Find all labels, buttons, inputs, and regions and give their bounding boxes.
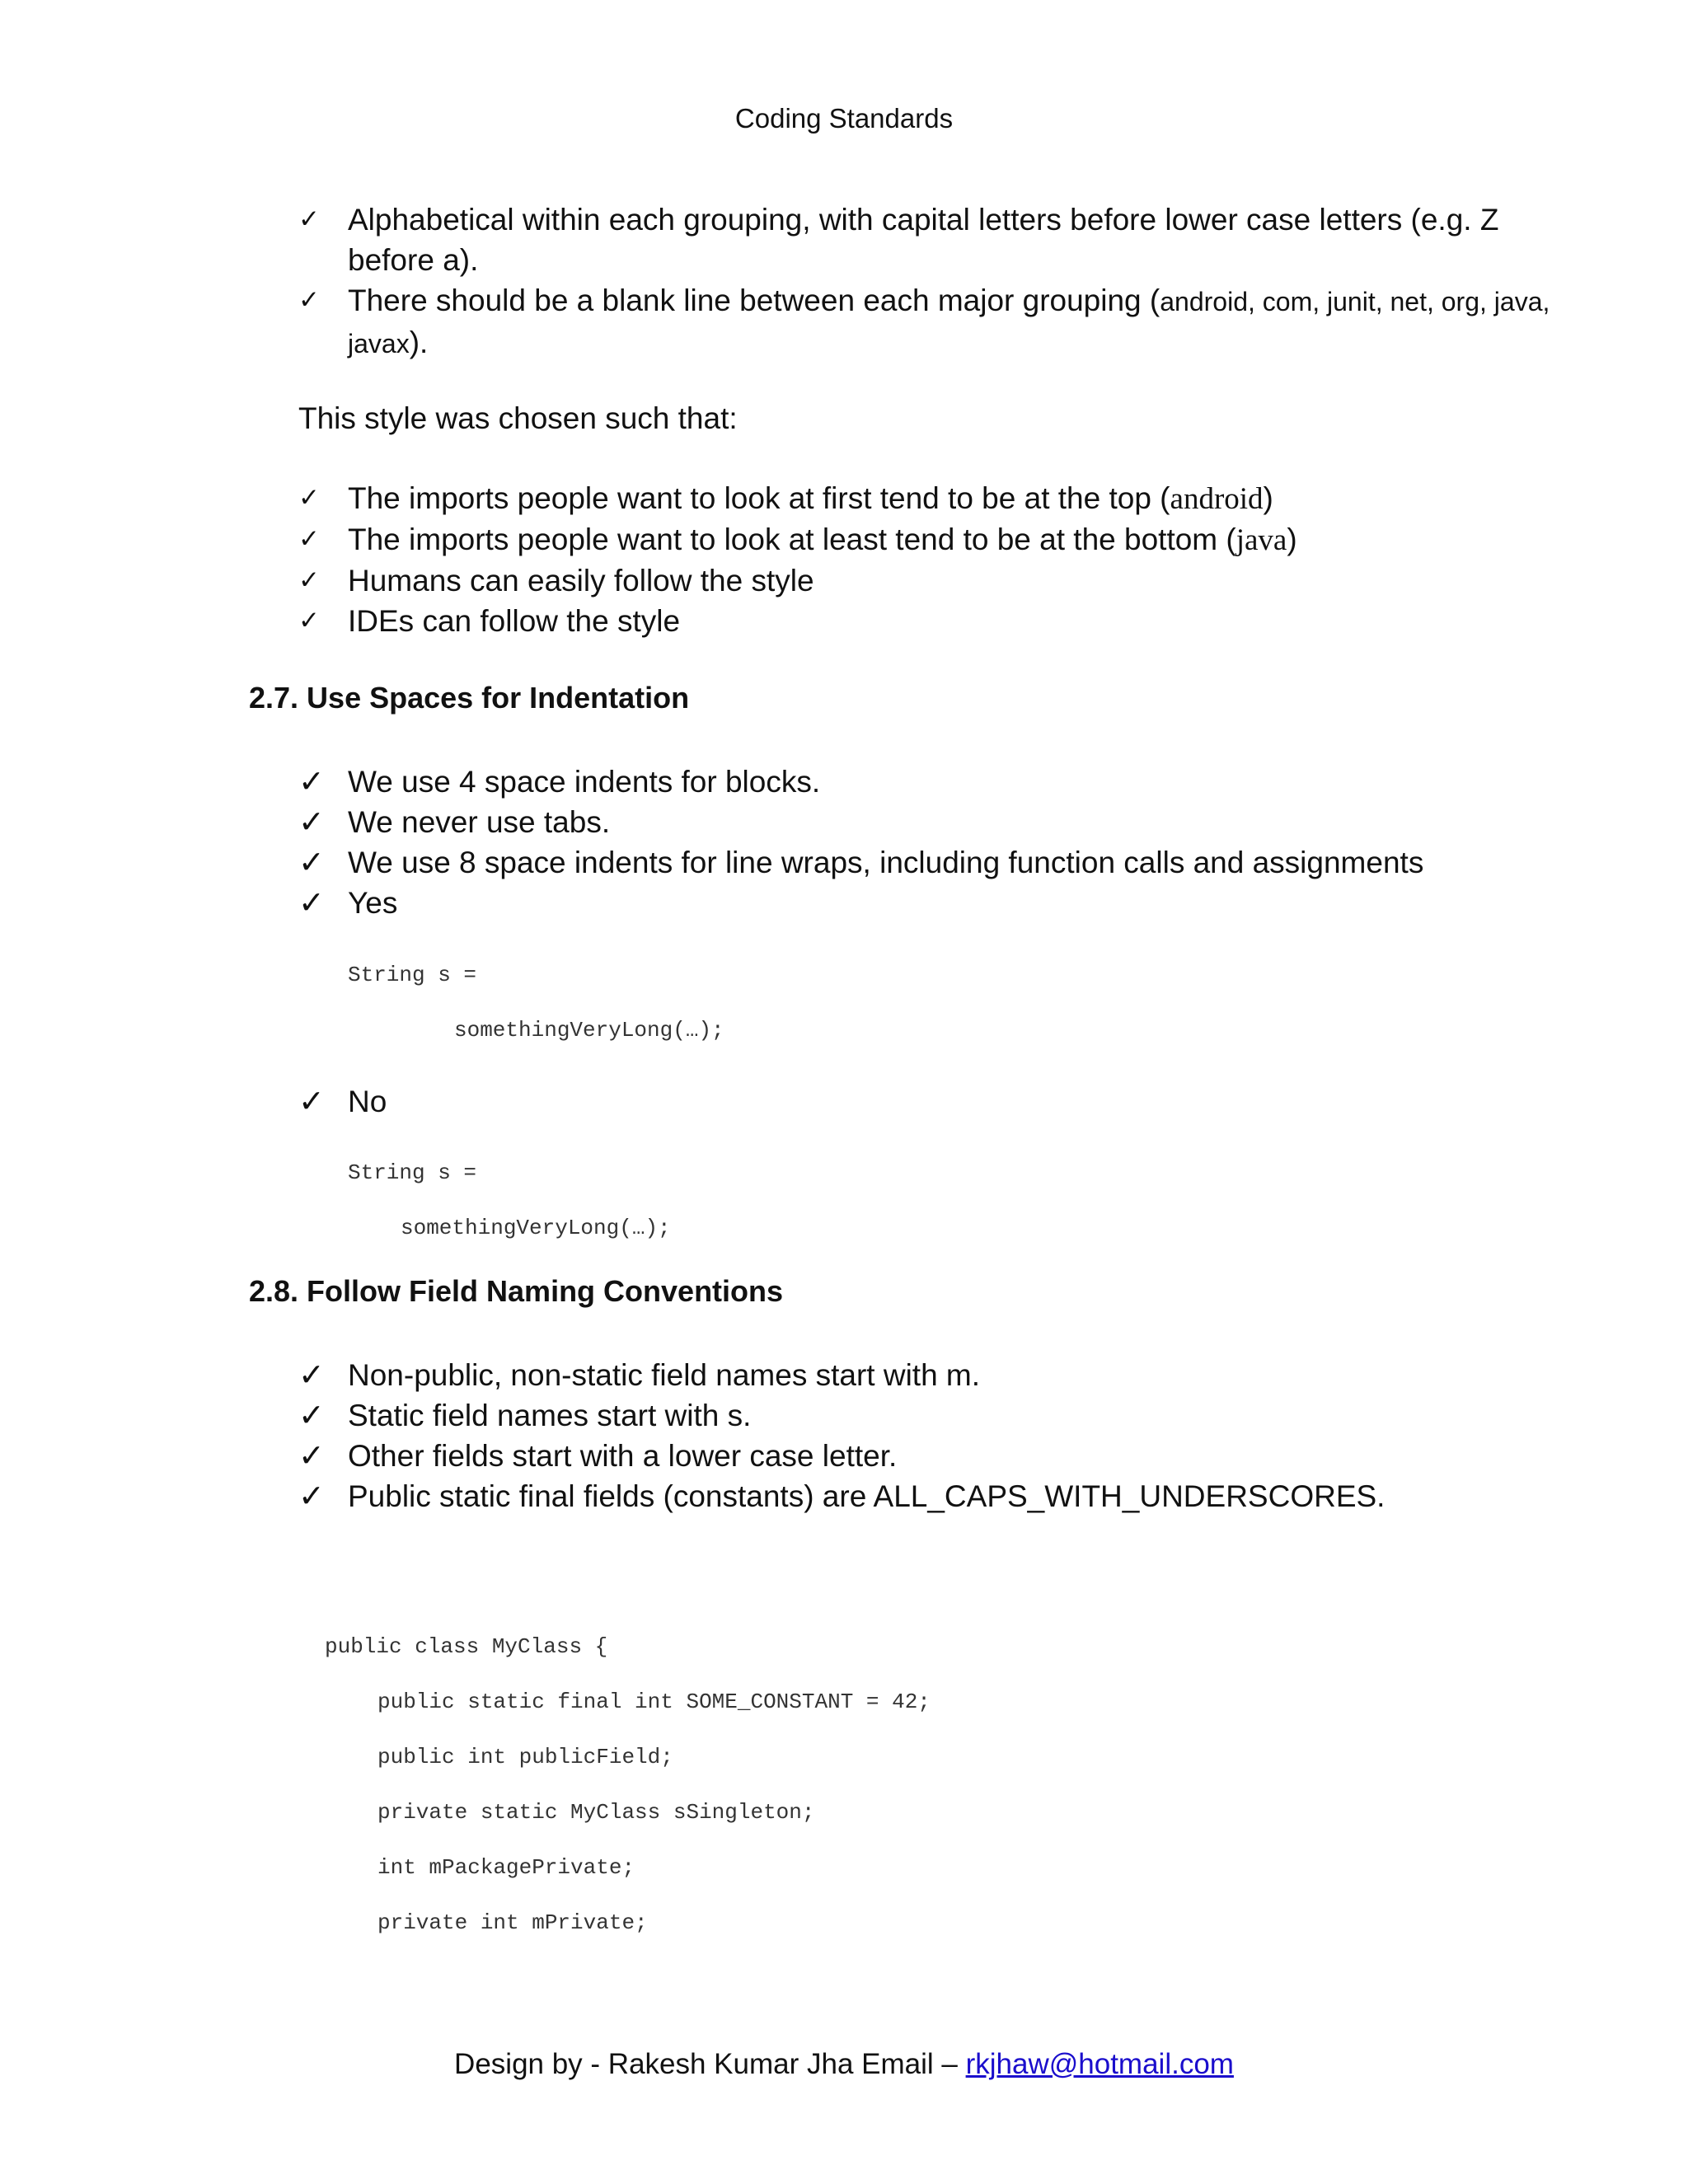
- section-heading: 2.8. Follow Field Naming Conventions: [249, 1274, 784, 1308]
- list-item: ✓ We never use tabs.: [298, 802, 1559, 842]
- list-item: ✓ Static field names start with s.: [298, 1395, 1559, 1436]
- code-line: private static MyClass sSingleton;: [377, 1800, 815, 1825]
- check-icon: ✓: [298, 606, 320, 635]
- footer-credit: Design by - Rakesh Kumar Jha Email –: [454, 2048, 958, 2080]
- check-icon: ✓: [298, 844, 325, 880]
- list-item: ✓ IDEs can follow the style: [298, 601, 1559, 641]
- section-heading: 2.7. Use Spaces for Indentation: [249, 681, 690, 715]
- list-item: ✓ The imports people want to look at least tend to be at the bottom (java): [298, 519, 1559, 560]
- page-header: Coding Standards: [734, 103, 954, 134]
- list-item: ✓ Public static final fields (constants) are ALL_CAPS_WITH_UNDERSCORES.: [298, 1476, 1559, 1516]
- code-line: public static final int SOME_CONSTANT = 42;: [377, 1690, 931, 1714]
- check-icon: ✓: [298, 1478, 325, 1514]
- list-item: ✓ Yes: [298, 883, 1559, 923]
- check-icon: ✓: [298, 565, 320, 595]
- style-intro: This style was chosen such that:: [298, 401, 738, 435]
- list-item: ✓ Other fields start with a lower case letter.: [298, 1436, 1559, 1476]
- check-icon: ✓: [298, 1083, 325, 1119]
- list-item: ✓ We use 4 space indents for blocks.: [298, 762, 1559, 802]
- email-link[interactable]: rkjhaw@hotmail.com: [965, 2048, 1234, 2080]
- list-item: ✓ Alphabetical within each grouping, with capital letters before lower case letters (e.g. Z before a).: [298, 199, 1559, 280]
- list-item: ✓ There should be a blank line between each major grouping (android, com, junit, net, org, java, javax).: [298, 280, 1559, 364]
- import-rules-list: [298, 199, 1559, 364]
- field-naming-list: [298, 1355, 1559, 1516]
- check-icon: ✓: [298, 884, 325, 921]
- list-item: ✓ Humans can easily follow the style: [298, 560, 1559, 601]
- check-icon: ✓: [298, 483, 320, 513]
- list-item: ✓ The imports people want to look at first tend to be at the top (android): [298, 478, 1559, 519]
- code-line: private int mPrivate;: [377, 1910, 648, 1935]
- check-icon: ✓: [298, 1397, 325, 1433]
- code-line: somethingVeryLong(…);: [401, 1216, 671, 1240]
- list-item: ✓ Non-public, non-static field names start with m.: [298, 1355, 1559, 1395]
- code-line: public class MyClass {: [325, 1634, 608, 1659]
- indentation-list: [298, 762, 1559, 923]
- check-icon: ✓: [298, 285, 320, 315]
- list-item: ✓ We use 8 space indents for line wraps, including function calls and assignments: [298, 842, 1559, 883]
- check-icon: ✓: [298, 1437, 325, 1474]
- code-line: String s =: [348, 963, 477, 987]
- code-line: String s =: [348, 1160, 477, 1185]
- check-icon: ✓: [298, 204, 320, 234]
- check-icon: ✓: [298, 1357, 325, 1393]
- code-line: public int publicField;: [377, 1745, 673, 1769]
- code-line: int mPackagePrivate;: [377, 1855, 635, 1880]
- no-label: ✓ No: [298, 1081, 387, 1122]
- code-line: somethingVeryLong(…);: [454, 1018, 724, 1043]
- check-icon: ✓: [298, 524, 320, 554]
- page-footer: [0, 2046, 1688, 2083]
- style-reasons-list: [298, 478, 1559, 641]
- check-icon: ✓: [298, 763, 325, 799]
- check-icon: ✓: [298, 804, 325, 840]
- import-groups: android, com, junit, net, org, java, javax: [348, 287, 1550, 359]
